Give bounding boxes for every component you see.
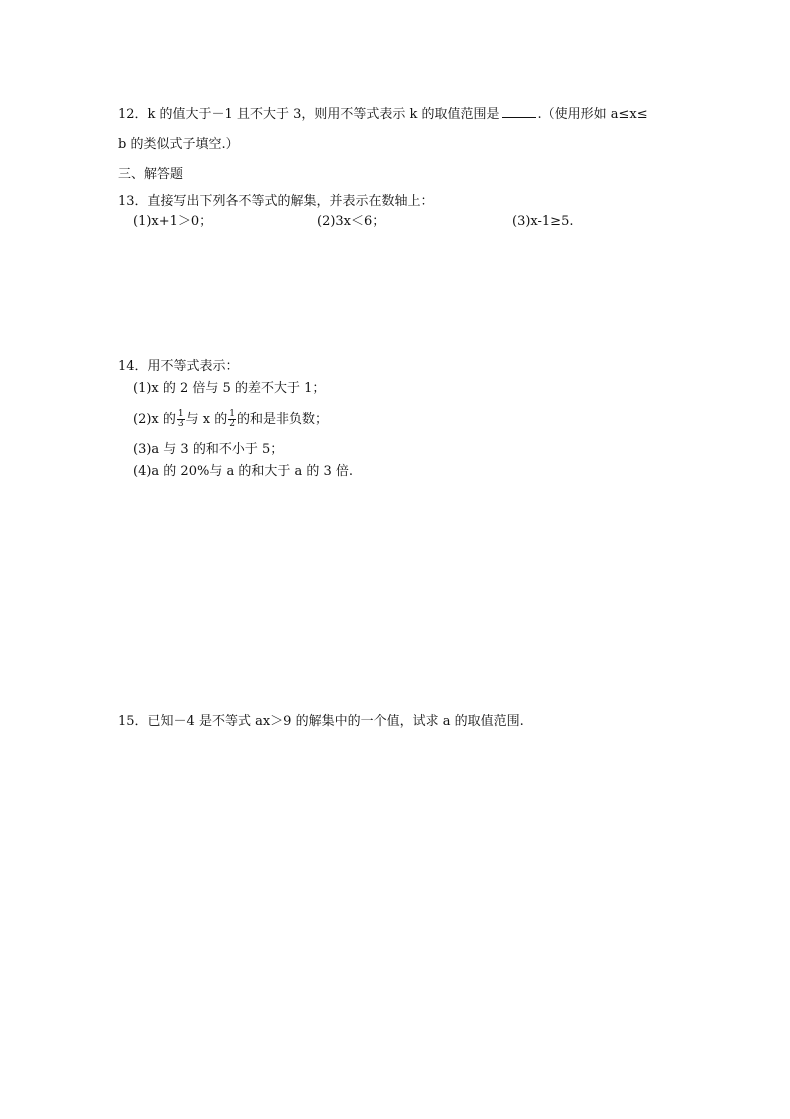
question-14-item-2-part-c: 的和是非负数；	[236, 412, 328, 427]
question-14-item-2-part-a: (2)x 的	[133, 412, 176, 427]
question-13-stem: 13．直接写出下列各不等式的解集，并表示在数轴上：	[118, 194, 434, 209]
answer-blank	[502, 105, 536, 118]
fraction-numerator: 1	[229, 409, 235, 419]
section-title: 三、解答题	[118, 167, 184, 182]
question-14-item-2	[133, 410, 328, 429]
fraction-denominator: 2	[229, 419, 235, 429]
question-14-item-1: (1)x 的 2 倍与 5 的差不大于 1；	[133, 381, 326, 396]
question-12-line-1	[118, 105, 648, 124]
fraction-one-third	[177, 410, 185, 429]
fraction-numerator: 1	[177, 409, 184, 419]
question-13-item-2: (2)3x＜6；	[317, 214, 386, 229]
question-13-item-1: (1)x+1＞0；	[133, 214, 213, 229]
question-13-item-3: (3)x-1≥5.	[512, 214, 574, 229]
fraction-denominator: 3	[177, 419, 184, 429]
question-14-item-3: (3)a 与 3 的和不小于 5；	[133, 442, 284, 457]
question-12-text: 12．k 的值大于－1 且不大于 3，则用不等式表示 k 的取值范围是	[118, 107, 500, 122]
question-14-item-4: (4)a 的 20%与 a 的和大于 a 的 3 倍.	[133, 464, 354, 479]
question-14-stem: 14．用不等式表示：	[118, 359, 239, 374]
question-12-line-2: b 的类似式子填空.）	[118, 137, 239, 152]
fraction-one-half	[228, 410, 236, 429]
question-14-item-2-part-b: 与 x 的	[185, 412, 228, 427]
question-15: 15．已知－4 是不等式 ax＞9 的解集中的一个值，试求 a 的取值范围.	[118, 714, 524, 729]
question-12-text-end: .（使用形如 a≤x≤	[537, 107, 648, 122]
